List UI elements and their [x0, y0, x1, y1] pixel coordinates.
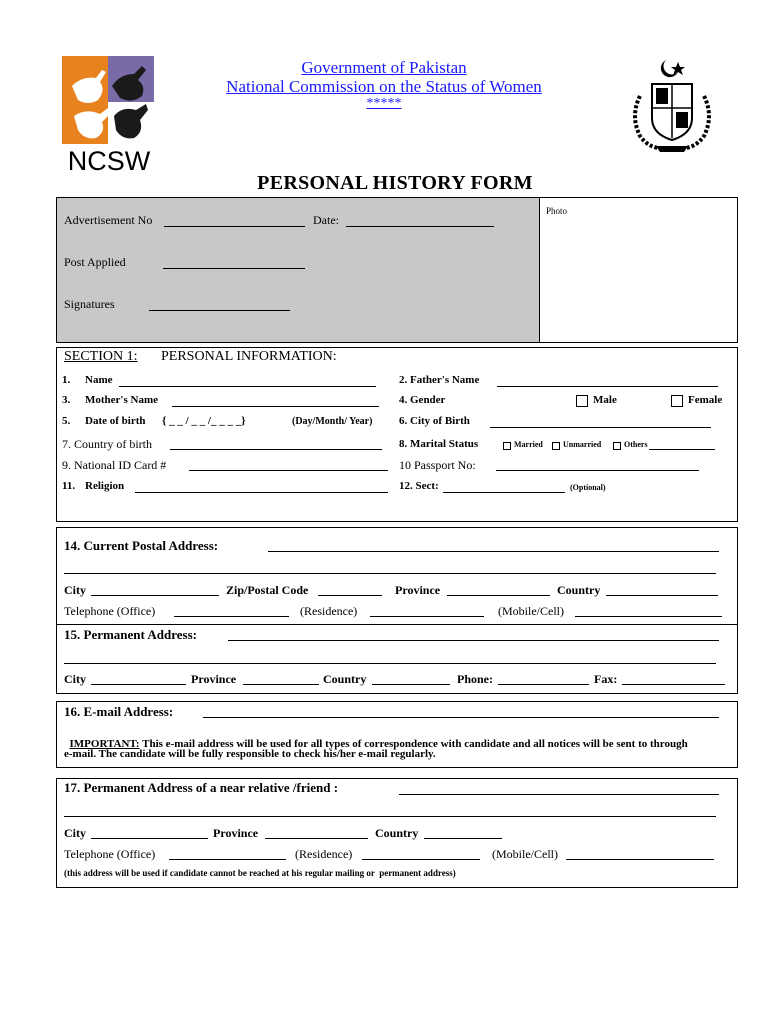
dob-label: Date of birth [85, 415, 146, 427]
email-note-line2: e-mail. The candidate will be fully responsible to check his/her e-mail regularly. [64, 748, 436, 760]
current-zip-label: Zip/Postal Code [226, 583, 309, 597]
gender-label: 4. Gender [399, 394, 446, 406]
relative-mobile-field[interactable] [566, 859, 714, 860]
signatures-label: Signatures [64, 297, 115, 311]
relative-mobile-label: (Mobile/Cell) [492, 847, 558, 861]
permanent-city-field[interactable] [91, 684, 186, 685]
header-commission: National Commission on the Status of Women [226, 77, 542, 96]
current-mobile-field[interactable] [575, 616, 722, 617]
female-checkbox[interactable] [671, 395, 683, 407]
permanent-address-field-1[interactable] [228, 640, 719, 641]
logo-text: NCSW [67, 146, 151, 176]
relative-city-field[interactable] [91, 838, 208, 839]
country-of-birth-label: 7. Country of birth [62, 437, 152, 451]
current-country-field[interactable] [606, 595, 718, 596]
current-mobile-label: (Mobile/Cell) [498, 604, 564, 618]
permanent-province-label: Province [191, 672, 237, 686]
f1-num: 1. [62, 374, 71, 386]
permanent-country-label: Country [323, 672, 367, 686]
relative-residence-label: (Residence) [295, 847, 353, 861]
others-checkbox[interactable] [613, 442, 621, 450]
current-city-field[interactable] [91, 595, 219, 596]
photo-area[interactable] [541, 199, 736, 341]
permanent-phone-label: Phone: [457, 672, 493, 686]
relative-address-title: 17. Permanent Address of a near relative /friend : [64, 780, 339, 795]
dob-field[interactable]: { _ _ / _ _ /_ _ _ _} [162, 415, 246, 427]
name-field[interactable] [119, 386, 376, 387]
government-emblem [626, 56, 718, 156]
relative-address-field-1[interactable] [399, 794, 719, 795]
unmarried-label: Unmarried [563, 440, 602, 449]
current-residence-field[interactable] [370, 616, 484, 617]
form-title: PERSONAL HISTORY FORM [257, 172, 533, 194]
current-province-field[interactable] [447, 595, 550, 596]
mothers-name-label: Mother's Name [85, 394, 159, 406]
national-id-label: 9. National ID Card # [62, 458, 167, 472]
permanent-address-title: 15. Permanent Address: [64, 627, 198, 642]
relative-tel-office-field[interactable] [169, 859, 286, 860]
current-zip-field[interactable] [318, 595, 382, 596]
post-applied-field[interactable] [163, 268, 305, 269]
sect-optional: (Optional) [570, 483, 606, 492]
passport-field[interactable] [496, 470, 699, 471]
date-label: Date: [313, 213, 339, 227]
permanent-province-field[interactable] [243, 684, 319, 685]
header-government: Government of Pakistan [301, 58, 467, 77]
section1-title-prefix: SECTION 1: [64, 349, 138, 364]
unmarried-checkbox[interactable] [552, 442, 560, 450]
signatures-field[interactable] [149, 310, 290, 311]
fathers-name-label: 2. Father's Name [399, 374, 480, 386]
married-checkbox[interactable] [503, 442, 511, 450]
email-title: 16. E-mail Address: [64, 704, 174, 719]
emblem-graphic [626, 56, 718, 156]
name-label: Name [85, 374, 113, 386]
email-field[interactable] [203, 717, 719, 718]
city-of-birth-label: 6. City of Birth [399, 415, 470, 427]
male-label: Male [593, 394, 617, 406]
married-label: Married [514, 440, 543, 449]
current-address-field-1[interactable] [268, 551, 719, 552]
photo-label: Photo [546, 206, 568, 216]
current-province-label: Province [395, 583, 441, 597]
relative-note: (this address will be used if candidate cannot be reached at his regular mailing or permanent address) [64, 868, 456, 878]
relative-tel-office-label: Telephone (Office) [64, 847, 156, 861]
relative-address-field-2[interactable] [64, 816, 716, 817]
advertisement-field[interactable] [164, 226, 305, 227]
important-label: IMPORTANT: [69, 738, 140, 750]
f3-num: 3. [62, 394, 71, 406]
permanent-fax-field[interactable] [622, 684, 725, 685]
current-residence-label: (Residence) [300, 604, 358, 618]
permanent-phone-field[interactable] [498, 684, 589, 685]
permanent-fax-label: Fax: [594, 672, 618, 686]
relative-province-label: Province [213, 826, 259, 840]
advertisement-label: Advertisement No [64, 213, 153, 227]
religion-label: Religion [85, 480, 125, 492]
permanent-address-field-2[interactable] [64, 663, 716, 664]
marital-status-label: 8. Marital Status [399, 438, 479, 450]
date-field[interactable] [346, 226, 494, 227]
current-address-title: 14. Current Postal Address: [64, 538, 219, 553]
mothers-name-field[interactable] [172, 406, 379, 407]
permanent-city-label: City [64, 672, 86, 686]
relative-country-label: Country [375, 826, 419, 840]
religion-field[interactable] [135, 492, 388, 493]
relative-residence-field[interactable] [362, 859, 480, 860]
email-note-line1: This e-mail address will be used for all types of correspondence with candidate and all notices will be sent to through [139, 738, 688, 750]
header-stars: ***** [366, 96, 402, 111]
current-city-label: City [64, 583, 86, 597]
sect-field[interactable] [443, 492, 565, 493]
passport-label: 10 Passport No: [399, 458, 476, 472]
current-tel-office-field[interactable] [174, 616, 289, 617]
city-of-birth-field[interactable] [490, 427, 711, 428]
national-id-field[interactable] [189, 470, 388, 471]
current-country-label: Country [557, 583, 601, 597]
f5-num: 5. [62, 415, 71, 427]
sect-label: 12. Sect: [399, 480, 439, 492]
permanent-country-field[interactable] [372, 684, 450, 685]
address-divider [57, 624, 737, 625]
current-tel-office-label: Telephone (Office) [64, 604, 156, 618]
f11-num: 11. [62, 480, 76, 492]
relative-country-field[interactable] [424, 838, 502, 839]
current-address-field-2[interactable] [64, 573, 716, 574]
fathers-name-field[interactable] [497, 386, 718, 387]
relative-province-field[interactable] [265, 838, 368, 839]
country-of-birth-field[interactable] [170, 449, 382, 450]
male-checkbox[interactable] [576, 395, 588, 407]
email-note [64, 728, 736, 750]
section1-title: PERSONAL INFORMATION: [161, 349, 337, 364]
others-label: Others [624, 440, 648, 449]
relative-city-label: City [64, 826, 86, 840]
dob-hint: (Day/Month/ Year) [292, 416, 373, 427]
others-field[interactable] [649, 449, 715, 450]
female-label: Female [688, 394, 723, 406]
section1-box [56, 347, 738, 522]
post-applied-label: Post Applied [64, 255, 126, 269]
